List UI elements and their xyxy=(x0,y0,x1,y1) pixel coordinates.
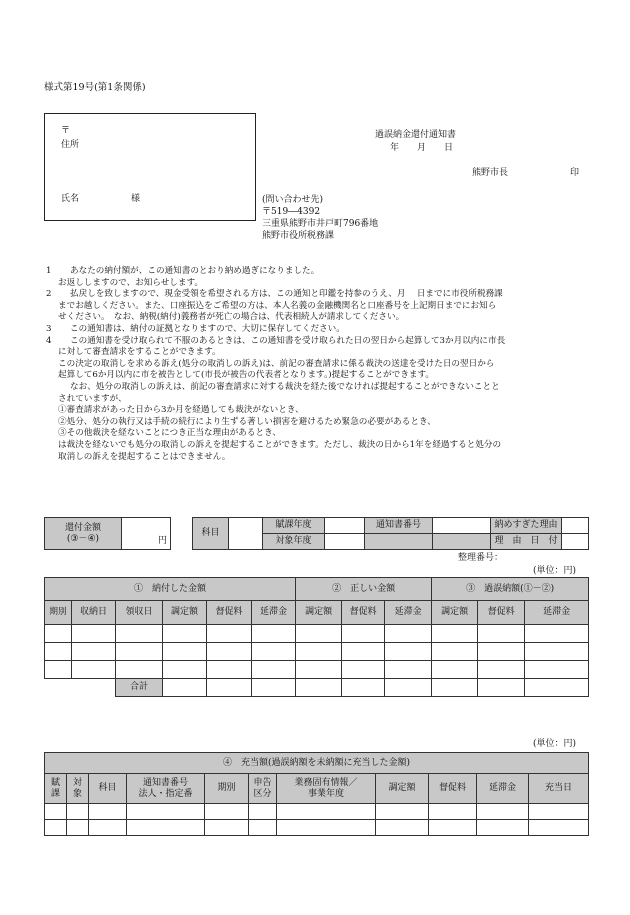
cell[interactable] xyxy=(385,679,432,697)
cell[interactable] xyxy=(296,661,342,679)
cell[interactable] xyxy=(525,643,589,661)
unit-label: (単位：円) xyxy=(533,739,577,749)
late-fee-header: 延滞金 xyxy=(385,601,432,625)
reason-label: 納めすぎた理由 xyxy=(491,518,562,534)
tax-year-label: 賦課年度 xyxy=(263,518,325,534)
cell[interactable] xyxy=(249,804,277,820)
note-text: ③その他裁決を経ないことにつき正当な理由があるとき、 xyxy=(58,428,281,439)
assessed-header: 調定額 xyxy=(163,601,207,625)
late-fee-header: 延滞金 xyxy=(252,601,296,625)
subject-label: 科目 xyxy=(193,518,229,550)
subject-header: 科目 xyxy=(89,774,127,804)
period-header: 期別 xyxy=(205,774,249,804)
cell[interactable] xyxy=(296,679,342,697)
table-row xyxy=(45,643,589,661)
cell[interactable] xyxy=(45,804,67,820)
document-title: 過誤納金還付通知書 xyxy=(375,130,457,140)
notice-number-value[interactable] xyxy=(433,518,491,534)
cell[interactable] xyxy=(478,661,525,679)
issuer: 熊野市長 xyxy=(472,168,509,178)
notice-number-header: 通知書番号 法人・指定番 xyxy=(127,774,205,804)
cell[interactable] xyxy=(277,820,376,836)
cell[interactable] xyxy=(478,643,525,661)
cell[interactable] xyxy=(45,643,72,661)
note-text: ①審査請求があった日から3か月を経過しても裁決がないとき、 xyxy=(58,405,304,416)
cell[interactable] xyxy=(89,820,127,836)
note-text: あなたの納付額が、この通知書のとおり納め過ぎになりました。 xyxy=(70,266,320,276)
yen-unit: 円 xyxy=(157,535,167,546)
subject-value[interactable] xyxy=(229,518,263,550)
cell[interactable] xyxy=(342,643,385,661)
business-info-header: 業務固有情報／ 事業年度 xyxy=(277,774,376,804)
cell[interactable] xyxy=(525,661,589,679)
refund-amount-box xyxy=(44,517,171,550)
cell[interactable] xyxy=(127,804,205,820)
note-number: 4 xyxy=(46,335,52,346)
assessed-header: 調定額 xyxy=(296,601,342,625)
cell[interactable] xyxy=(376,820,429,836)
notes xyxy=(44,266,589,463)
cell[interactable] xyxy=(432,661,478,679)
cell[interactable] xyxy=(67,804,89,820)
table-row xyxy=(45,804,589,820)
reason-date-value[interactable] xyxy=(562,534,589,550)
cell[interactable] xyxy=(385,643,432,661)
cell[interactable] xyxy=(429,820,477,836)
notice-number-shaded xyxy=(433,534,491,550)
cell[interactable] xyxy=(385,661,432,679)
period-header: 期別 xyxy=(45,601,72,625)
notice-number-shaded xyxy=(365,534,433,550)
cell[interactable] xyxy=(127,820,205,836)
reason-value[interactable] xyxy=(562,518,589,534)
overpaid-amount-header: ③ 過誤納額(①－②) xyxy=(432,578,589,601)
cell[interactable] xyxy=(207,661,252,679)
reference-number-label: 整理番号： xyxy=(458,553,504,563)
tax-year-value[interactable] xyxy=(325,518,365,534)
cell[interactable] xyxy=(163,661,207,679)
cell[interactable] xyxy=(529,804,589,820)
note-text: までお越しください。また、口座振込をご希望の方は、本人名義の金融機関名と口座番号を上記期日までにお知ら xyxy=(58,300,497,311)
note-number: 2 xyxy=(46,289,52,300)
cell[interactable] xyxy=(477,804,529,820)
cell[interactable] xyxy=(525,679,589,697)
cell[interactable] xyxy=(252,643,296,661)
note-text: ②処分、処分の執行又は手続の続行により生ずる著しい損害を避けるため緊急の必要があるとき、 xyxy=(58,416,436,427)
cell[interactable] xyxy=(342,679,385,697)
issue-date: 年 月 日 xyxy=(390,143,454,153)
cell[interactable] xyxy=(525,625,589,643)
cell[interactable] xyxy=(207,679,252,697)
cell[interactable] xyxy=(385,625,432,643)
note-text: されていますが、 xyxy=(58,393,127,404)
note-number: 3 xyxy=(46,323,52,334)
table-row xyxy=(45,625,589,643)
contact-postal: 〒519―4392 xyxy=(262,207,321,217)
info-table xyxy=(192,517,589,550)
cell[interactable] xyxy=(116,661,163,679)
cell[interactable] xyxy=(477,820,529,836)
receipt-date-header: 収納日 xyxy=(72,601,116,625)
cell[interactable] xyxy=(296,625,342,643)
cell[interactable] xyxy=(342,625,385,643)
assessed-header: 調定額 xyxy=(376,774,429,804)
cell[interactable] xyxy=(45,661,72,679)
address-box xyxy=(44,113,256,221)
correct-amount-header: ② 正しい金額 xyxy=(296,578,432,601)
name-label: 氏名 xyxy=(61,194,80,204)
note-text: せください。 なお、納税(納付)義務者が死亡の場合は、代表相続人が請求してください。 xyxy=(58,312,405,323)
cell[interactable] xyxy=(342,661,385,679)
cell[interactable] xyxy=(205,820,249,836)
note-text: なお、処分の取消しの訴えは、前記の審査請求に対する裁決を経た後でなければ提起することができないことと xyxy=(70,381,500,392)
note-text: 取消しの訴えを提起することはできません。 xyxy=(58,451,231,462)
postal-mark: 〒 xyxy=(61,126,71,136)
seal-mark: 印 xyxy=(570,168,580,178)
late-fee-header: 延滞金 xyxy=(525,601,589,625)
dunning-header: 督促料 xyxy=(342,601,385,625)
dunning-header: 督促料 xyxy=(478,601,525,625)
cell[interactable] xyxy=(277,804,376,820)
dunning-header: 督促料 xyxy=(207,601,252,625)
cell[interactable] xyxy=(432,679,478,697)
cell[interactable] xyxy=(67,820,89,836)
note-text: に対して審査請求をすることができます。 xyxy=(58,347,221,358)
cell[interactable] xyxy=(529,820,589,836)
cell[interactable] xyxy=(163,643,207,661)
target-year-label: 対象年度 xyxy=(263,534,325,550)
total-row xyxy=(45,679,589,697)
note-text: 払戻しを致しますので、現金受領を希望される方は、この通知と印鑑を持参のうえ、月 日までに市役所税務課 xyxy=(70,289,503,300)
cell[interactable] xyxy=(45,625,72,643)
cell[interactable] xyxy=(296,643,342,661)
cell[interactable] xyxy=(72,643,116,661)
note-text: は裁決を経ないでも処分の取消しの訴えを提起することができます。ただし、裁決の日から1年を経過すると処分の xyxy=(58,439,502,450)
note-text: この通知書を受け取られて不服のあるときは、この通知書を受け取られた日の翌日から起算して3か月以内に市長 xyxy=(70,335,506,346)
cell[interactable] xyxy=(249,820,277,836)
unit-label: (単位：円) xyxy=(533,566,577,576)
cell[interactable] xyxy=(45,820,67,836)
target-header: 対象 xyxy=(67,774,89,804)
cell[interactable] xyxy=(432,643,478,661)
cell[interactable] xyxy=(376,804,429,820)
overpayment-table xyxy=(44,577,589,697)
assessed-header: 調定額 xyxy=(432,601,478,625)
target-year-value[interactable] xyxy=(325,534,365,550)
cell[interactable] xyxy=(252,625,296,643)
cell[interactable] xyxy=(163,625,207,643)
paid-amount-header: ① 納付した金額 xyxy=(45,578,296,601)
note-text: この決定の取消しを求める訴え(処分の取消しの訴え)は、前記の審査請求に係る裁決の送達を受けた日の翌日から xyxy=(58,358,495,369)
allocation-header: ④ 充当額(過誤納額を未納額に充当した金額) xyxy=(45,753,589,774)
late-fee-header: 延滞金 xyxy=(477,774,529,804)
cell[interactable] xyxy=(116,625,163,643)
cell[interactable] xyxy=(207,625,252,643)
cell[interactable] xyxy=(252,679,296,697)
cell[interactable] xyxy=(89,804,127,820)
cell[interactable] xyxy=(205,804,249,820)
allocation-date-header: 充当日 xyxy=(529,774,589,804)
cell[interactable] xyxy=(72,625,116,643)
assessment-header: 賦課 xyxy=(45,774,67,804)
cell[interactable] xyxy=(478,625,525,643)
note-text: この通知書は、納付の証拠となりますので、大切に保存してください。 xyxy=(70,323,345,334)
cell[interactable] xyxy=(478,679,525,697)
note-text: お返ししますので、お知らせします。 xyxy=(58,277,203,288)
form-number: 様式第19号(第1条関係) xyxy=(44,82,146,93)
table-row xyxy=(45,820,589,836)
collection-date-header: 領収日 xyxy=(116,601,163,625)
contact-department: 熊野市役所税務課 xyxy=(262,231,335,241)
dunning-header: 督促料 xyxy=(429,774,477,804)
blank-corner xyxy=(45,679,116,697)
contact-heading: (問い合わせ先) xyxy=(262,195,324,205)
address-label: 住所 xyxy=(61,140,80,150)
refund-amount-label: 還付金額 (③－④) xyxy=(45,518,122,550)
honorific: 様 xyxy=(131,194,141,204)
total-label: 合計 xyxy=(116,679,163,697)
table-row xyxy=(45,661,589,679)
cell[interactable] xyxy=(72,661,116,679)
cell[interactable] xyxy=(252,661,296,679)
notice-number-label: 通知書番号 xyxy=(365,518,433,534)
cell[interactable] xyxy=(432,625,478,643)
reason-date-label: 理 由 日 付 xyxy=(491,534,562,550)
contact-address: 三重県熊野市井戸町796番地 xyxy=(262,219,379,229)
cell[interactable] xyxy=(207,643,252,661)
note-text: 起算して6か月以内に市を被告として(市長が被告の代表者となります。)提起することができます。 xyxy=(58,370,435,381)
declaration-header: 申告 区分 xyxy=(249,774,277,804)
refund-amount-value[interactable] xyxy=(122,518,171,550)
cell[interactable] xyxy=(116,643,163,661)
allocation-table xyxy=(44,752,589,836)
note-number: 1 xyxy=(46,266,52,276)
cell[interactable] xyxy=(163,679,207,697)
cell[interactable] xyxy=(429,804,477,820)
